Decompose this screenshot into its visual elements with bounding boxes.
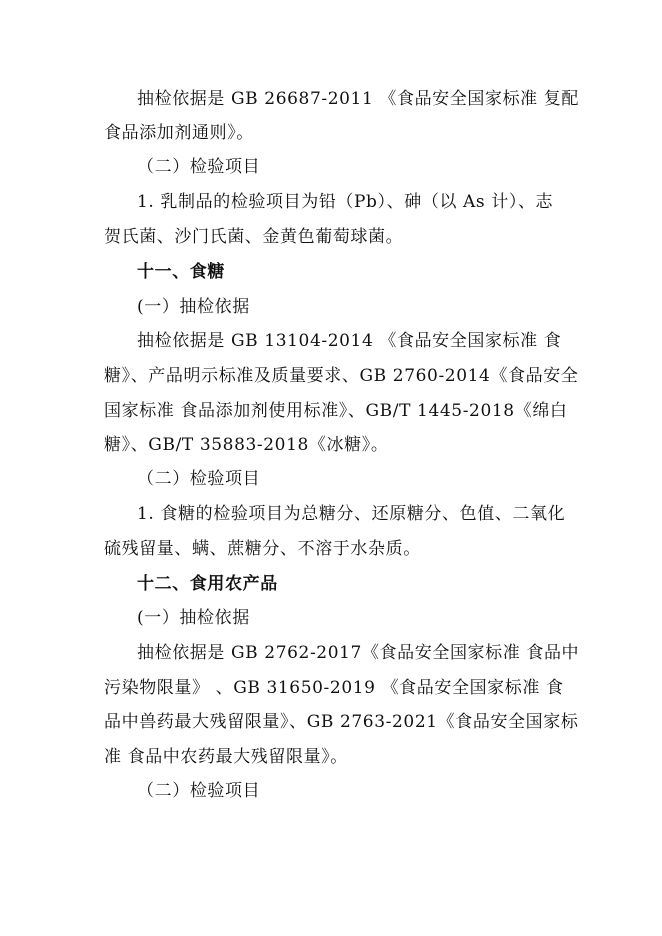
paragraph-line: 糖》、产品明示标准及质量要求、GB 2760-2014《食品安全 [104, 366, 579, 386]
paragraph-line: 准 食品中农药最大残留限量》。 [104, 747, 348, 767]
subheading: （二）检验项目 [137, 781, 261, 801]
paragraph-line: 硫残留量、螨、蔗糖分、不溶于水杂质。 [104, 539, 421, 559]
section-heading: 十二、食用农产品 [137, 574, 278, 594]
subheading: (一）抽检依据 [137, 297, 250, 317]
paragraph-line: 食品添加剂通则》。 [104, 123, 254, 143]
paragraph-line: 抽检依据是 GB 13104-2014 《食品安全国家标准 食 [137, 331, 562, 351]
paragraph-line: 贺氏菌、沙门氏菌、金黄色葡萄球菌。 [104, 227, 404, 247]
paragraph-line: 糖》、GB/T 35883-2018《冰糖》。 [104, 435, 389, 455]
paragraph-line: 品中兽药最大残留限量》、GB 2763-2021《食品安全国家标 [104, 712, 579, 732]
paragraph-line: 污染物限量》 、GB 31650-2019 《食品安全国家标准 食 [104, 678, 564, 698]
subheading: （二）检验项目 [137, 469, 261, 489]
section-heading: 十一、食糖 [137, 262, 225, 282]
paragraph-line: 抽检依据是 GB 2762-2017《食品安全国家标准 食品中 [137, 643, 580, 663]
paragraph-line: 抽检依据是 GB 26687-2011 《食品安全国家标准 复配 [137, 89, 579, 109]
paragraph-line: 国家标准 食品添加剂使用标准》、GB/T 1445-2018《绵白 [104, 401, 568, 421]
subheading: （二）检验项目 [137, 157, 261, 177]
paragraph-line: 1. 乳制品的检验项目为铅（Pb）、砷（以 As 计）、志 [137, 192, 554, 212]
paragraph-line: 1. 食糖的检验项目为总糖分、还原糖分、色值、二氧化 [137, 504, 566, 524]
subheading: (一）抽检依据 [137, 608, 250, 628]
